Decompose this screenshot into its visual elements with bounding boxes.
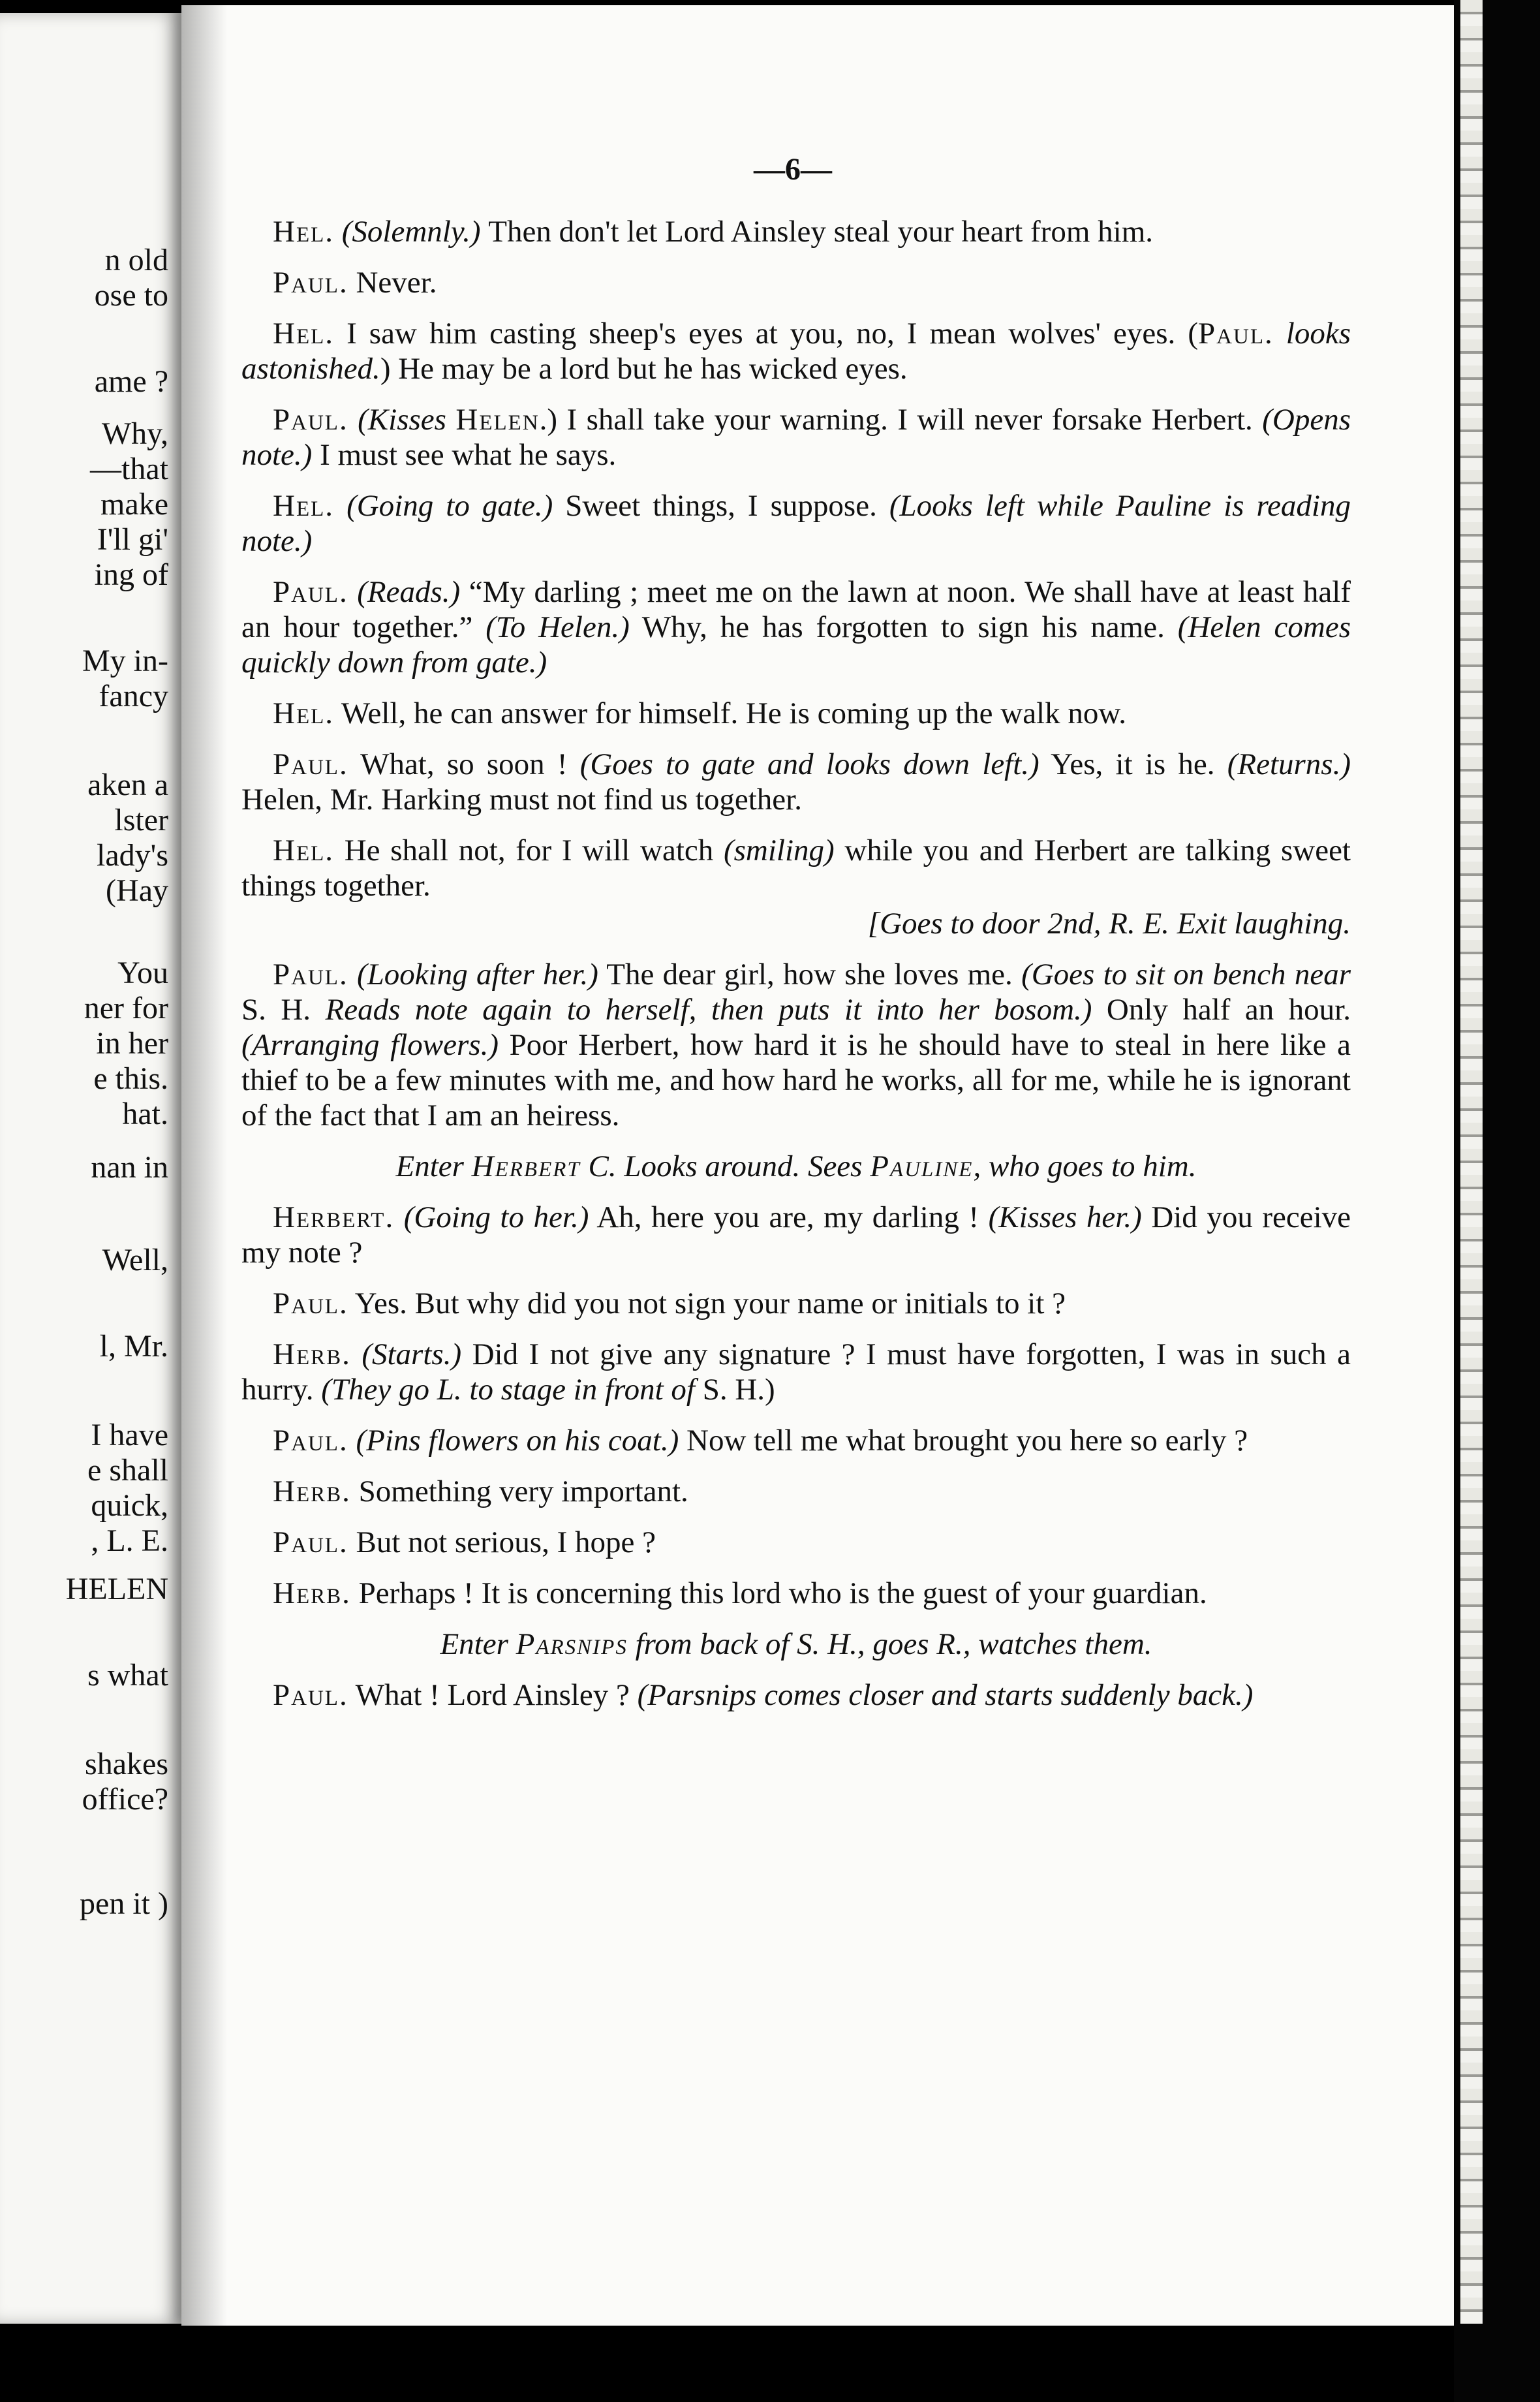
dialogue-text: Helen, Mr. Harking must not find us together. xyxy=(241,783,802,817)
speaker-name: Herbert. xyxy=(273,1200,395,1234)
dialogue-text: Did you receive my note ? xyxy=(241,1200,1351,1270)
stage-direction: [Goes to door 2nd, xyxy=(867,907,1109,941)
stage-direction: (Pins flowers on his coat.) xyxy=(348,1424,679,1458)
dialogue-text: S. H.) xyxy=(702,1373,775,1407)
speaker-name: Herb. xyxy=(273,1337,351,1371)
speaker-name: Paul. xyxy=(273,1678,348,1712)
dialogue-text: S. H. xyxy=(241,993,311,1027)
play-paragraph xyxy=(241,1286,1351,1321)
facing-page-fragment: (Hay xyxy=(106,873,168,908)
dialogue-text: “My darling ; meet me on the lawn at noon. We shall have at least half an hour together.” xyxy=(241,575,1351,644)
facing-page-fragment: e shall xyxy=(87,1453,168,1488)
dialogue-text: Then don't let Lord Ainsley steal your heart from him. xyxy=(488,215,1154,249)
stage-direction: (Reads.) xyxy=(348,575,461,609)
facing-page-fragment: ose to xyxy=(94,278,168,313)
speaker-name: Hel. xyxy=(273,696,335,730)
facing-page-fragment: shakes xyxy=(85,1747,168,1781)
page-number: —6— xyxy=(754,152,832,187)
dialogue-text: R., xyxy=(936,1627,979,1661)
stage-direction: Enter xyxy=(395,1149,472,1183)
stage-direction: (They go L. to stage in front of xyxy=(321,1373,703,1407)
facing-page-fragment: aken a xyxy=(87,768,168,802)
play-paragraph xyxy=(241,1423,1351,1458)
stage-direction: looks astonished. xyxy=(241,317,1351,386)
stage-direction: (Helen comes quickly down from gate.) xyxy=(241,610,1351,679)
stage-direction: (Returns.) xyxy=(1227,747,1351,781)
play-paragraph xyxy=(241,906,1351,941)
stage-direction: Reads note again to herself, then puts it into her bosom.) xyxy=(311,993,1092,1027)
dialogue-text: I must see what he says. xyxy=(312,438,617,472)
stage-direction: (Kisses xyxy=(348,403,456,437)
stage-direction: (Goes to sit on bench near xyxy=(1021,958,1351,991)
facing-page-fragment: lady's xyxy=(97,838,168,873)
speaker-name: Pauline xyxy=(870,1149,974,1183)
speaker-name: Hel. xyxy=(273,317,335,351)
speaker-name: Hel. xyxy=(273,215,335,249)
dialogue-text: He shall not, for I will watch xyxy=(334,834,724,867)
facing-page-fragment: Well, xyxy=(102,1243,168,1277)
dialogue-text: Why, he has forgotten to sign his name. xyxy=(629,610,1178,644)
dialogue-text: But not serious, I hope ? xyxy=(348,1525,656,1559)
play-text xyxy=(241,214,1351,1728)
play-paragraph xyxy=(241,1677,1351,1713)
stage-direction: (Starts.) xyxy=(350,1337,462,1371)
facing-page-fragment: My in- xyxy=(82,644,168,678)
stage-direction: watches them. xyxy=(978,1627,1152,1661)
stage-direction: (smiling) xyxy=(723,834,835,867)
dialogue-text: What, so soon ! xyxy=(348,747,580,781)
facing-page-fragment: hat. xyxy=(122,1097,168,1131)
stage-direction: (Looks left while Pauline is reading note.) xyxy=(241,489,1351,558)
speaker-name: Paul. xyxy=(273,1287,348,1320)
facing-page-fragment: , L. E. xyxy=(91,1523,168,1558)
speaker-name: Hel. xyxy=(273,489,335,523)
facing-page-fragment: You xyxy=(117,956,168,990)
play-paragraph xyxy=(241,214,1351,249)
speaker-name: Herbert xyxy=(471,1149,581,1183)
facing-page-fragment: lster xyxy=(114,803,168,837)
play-paragraph xyxy=(241,316,1351,386)
stage-direction: Looks around. Sees xyxy=(624,1149,870,1183)
play-paragraph xyxy=(241,833,1351,903)
dialogue-text: Poor Herbert, how hard it is he should have to steal in here like a thief to be a few minutes with me, and how hard he works, all for me, while he is ignorant of the fact that I am an heiress. xyxy=(241,1028,1351,1132)
play-paragraph xyxy=(241,696,1351,731)
play-paragraph xyxy=(241,1200,1351,1270)
stage-direction: from back of xyxy=(627,1627,797,1661)
play-paragraph xyxy=(241,1576,1351,1611)
play-paragraph xyxy=(241,1627,1351,1662)
speaker-name: Paul. xyxy=(273,747,348,781)
dialogue-text: Perhaps ! It is concerning this lord who is the guest of your guardian. xyxy=(350,1576,1207,1610)
play-paragraph xyxy=(241,1474,1351,1509)
speaker-name: Paul. xyxy=(273,958,348,991)
dialogue-text: Something very important. xyxy=(350,1474,688,1508)
speaker-name: Helen xyxy=(455,403,540,437)
speaker-name: Hel. xyxy=(273,834,335,867)
play-paragraph xyxy=(241,265,1351,300)
stage-direction: (Goes to gate and looks down left.) xyxy=(579,747,1040,781)
dialogue-text: Only half an hour. xyxy=(1092,993,1351,1027)
stage-direction: (Solemnly.) xyxy=(334,215,489,249)
dialogue-text: Sweet things, I suppose. xyxy=(553,489,889,523)
facing-page-fragment: office? xyxy=(82,1782,168,1817)
dialogue-text: S. H., xyxy=(797,1627,873,1661)
speaker-name: Paul. xyxy=(273,266,348,300)
facing-page-fragment: HELEN xyxy=(65,1572,168,1606)
speaker-name: Paul. xyxy=(273,403,348,437)
speaker-name: Paul. xyxy=(273,1525,348,1559)
stage-direction: (Arranging flowers.) xyxy=(241,1028,499,1062)
play-paragraph xyxy=(241,1149,1351,1184)
play-paragraph xyxy=(241,1525,1351,1560)
dialogue-text: R. E. xyxy=(1109,907,1169,941)
stage-direction: (Kisses her.) xyxy=(988,1200,1142,1234)
play-paragraph xyxy=(241,488,1351,559)
facing-page-fragment: s what xyxy=(87,1658,168,1692)
facing-page-fragment: quick, xyxy=(91,1488,168,1523)
dialogue-text: Yes. But why did you not sign your name or initials to it ? xyxy=(348,1287,1066,1320)
stage-direction: (Looking after her.) xyxy=(348,958,598,991)
page-edge xyxy=(1454,0,1540,2402)
dialogue-text: The dear girl, how she loves me. xyxy=(598,958,1022,991)
facing-page-fragment: in her xyxy=(96,1026,168,1061)
dialogue-text: What ! Lord Ainsley ? xyxy=(348,1678,638,1712)
dialogue-text: Never. xyxy=(348,266,437,300)
facing-page-fragment: make xyxy=(100,487,168,522)
dialogue-text: Well, he can answer for himself. He is coming up the walk now. xyxy=(334,696,1127,730)
facing-page-fragment: fancy xyxy=(99,679,168,713)
speaker-name: Paul. xyxy=(1198,317,1274,351)
stage-direction: (Going to her.) xyxy=(394,1200,589,1234)
facing-page-fragment: l, Mr. xyxy=(99,1329,168,1364)
speaker-name: Herb. xyxy=(273,1576,351,1610)
stage-direction: , who goes to him. xyxy=(973,1149,1197,1183)
dialogue-text: while you and Herbert are talking sweet things together. xyxy=(241,834,1351,903)
speaker-name: Parsnips xyxy=(516,1627,628,1661)
facing-page-fragment: —that xyxy=(90,452,168,486)
facing-page-fragment: Why, xyxy=(101,416,168,451)
play-paragraph xyxy=(241,1337,1351,1407)
speaker-name: Paul. xyxy=(273,1424,348,1458)
play-paragraph xyxy=(241,747,1351,817)
dialogue-text: Yes, it is he. xyxy=(1039,747,1227,781)
stage-direction: (Parsnips comes closer and starts suddenly back.) xyxy=(637,1678,1254,1712)
dialogue-text: .) I shall take your warning. I will never forsake Herbert. xyxy=(539,403,1263,437)
play-paragraph xyxy=(241,402,1351,473)
dialogue-text: Ah, here you are, my darling ! xyxy=(589,1200,989,1234)
stage-direction: (Going to gate.) xyxy=(334,489,553,523)
facing-page-fragment: ing of xyxy=(94,557,168,592)
stage-direction: (Opens note.) xyxy=(241,403,1351,472)
dialogue-text: C. xyxy=(580,1149,624,1183)
facing-page-fragment: ame ? xyxy=(94,364,168,399)
facing-page xyxy=(0,13,181,2324)
facing-page-fragment: e this. xyxy=(93,1061,168,1096)
facing-page-fragment: n old xyxy=(104,243,168,277)
stage-direction: (To Helen.) xyxy=(485,610,630,644)
dialogue-text: I saw him casting sheep's eyes at you, no, I mean wolves' eyes. ( xyxy=(334,317,1199,351)
play-paragraph xyxy=(241,574,1351,680)
facing-page-fragment: I have xyxy=(91,1418,168,1452)
facing-page-fragment: I'll gi' xyxy=(97,522,168,557)
dialogue-text: Now tell me what brought you here so early ? xyxy=(679,1424,1248,1458)
play-paragraph xyxy=(241,957,1351,1133)
facing-page-fragment: nan in xyxy=(91,1150,168,1185)
facing-page-fragment: ner for xyxy=(84,991,168,1025)
dialogue-text: Did I not give any signature ? I must have forgotten, I was in such a hurry. xyxy=(241,1337,1351,1407)
speaker-name: Paul. xyxy=(273,575,348,609)
dialogue-text: ) He may be a lord but he has wicked eyes. xyxy=(380,352,908,386)
stage-direction: Exit laughing. xyxy=(1169,907,1351,941)
stage-direction: Enter xyxy=(440,1627,516,1661)
page-edge-strip xyxy=(1460,0,1483,2324)
speaker-name: Herb. xyxy=(273,1474,351,1508)
facing-page-fragment: pen it ) xyxy=(80,1886,168,1921)
stage-direction: goes xyxy=(872,1627,937,1661)
